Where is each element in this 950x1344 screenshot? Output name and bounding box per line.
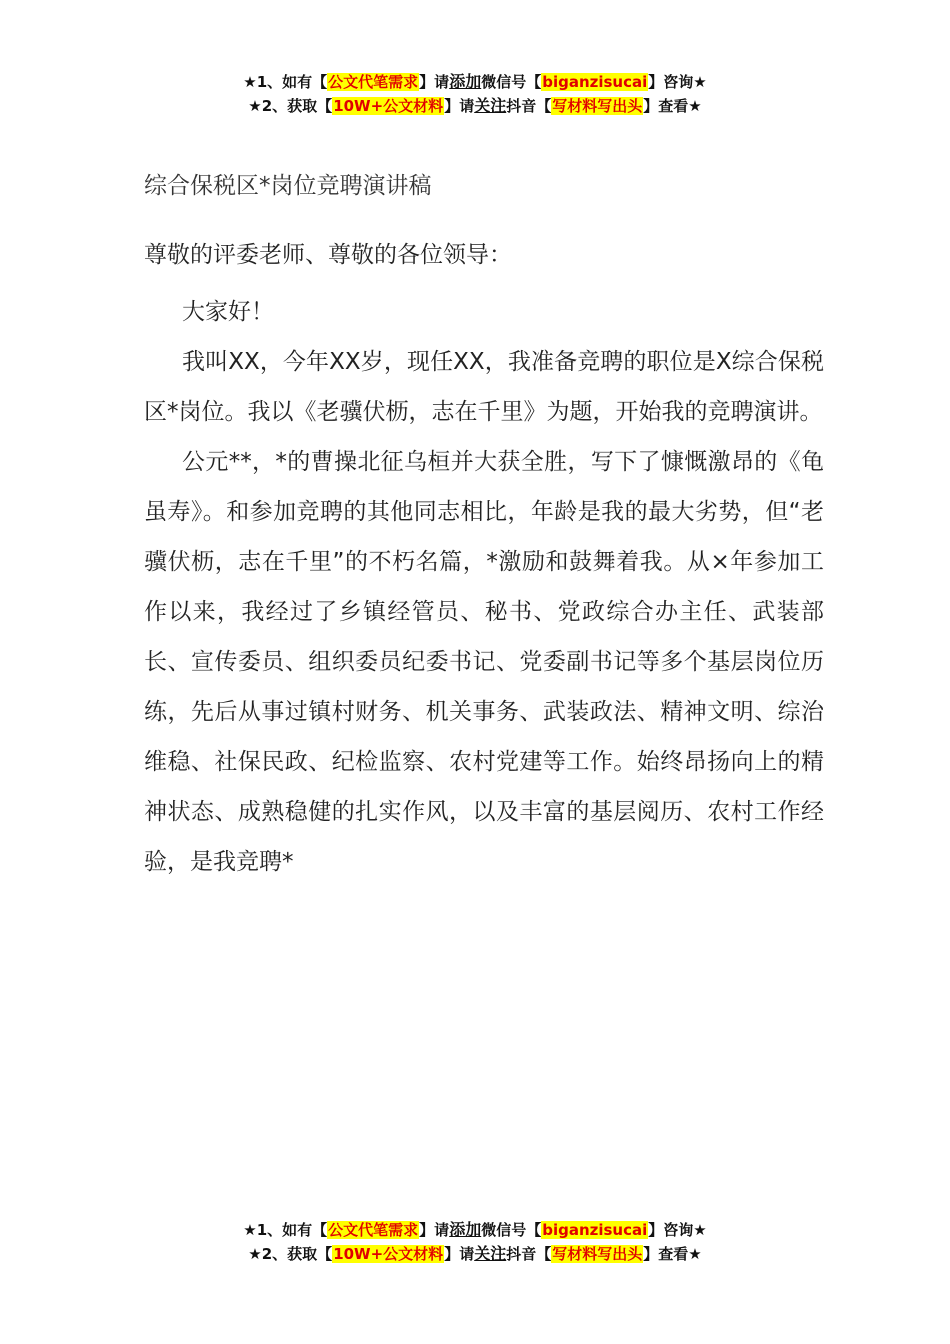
footer-line-1-middle-b: 微信号【 [481,1221,542,1239]
footer-line-2-underlined: 关注 [474,1244,507,1263]
banner-line-2-highlight-materials: 10W+公文材料 [333,97,444,115]
footer-line-1-suffix: 】咨询★ [648,1221,707,1239]
footer-line-2-suffix: 】查看★ [643,1245,702,1263]
banner-line-2-underlined: 关注 [474,96,507,115]
footer-line-2-middle-a: 】请 [444,1245,475,1263]
banner-line-1-highlight-service: 公文代笔需求 [328,73,419,91]
banner-line-1-middle-a: 】请 [419,73,450,91]
footer-banner [0,1218,950,1266]
banner-line-1 [0,70,950,94]
footer-line-2-highlight-materials: 10W+公文材料 [333,1245,444,1263]
footer-line-1-highlight-service: 公文代笔需求 [328,1221,419,1239]
footer-line-1 [0,1218,950,1242]
paragraph-greeting: 大家好！ [182,299,274,325]
header-banner [0,70,950,118]
salutation: 尊敬的评委老师、尊敬的各位领导： [144,242,512,268]
footer-line-2-highlight-douyin: 写材料写出头 [552,1245,643,1263]
banner-line-1-suffix: 】咨询★ [648,73,707,91]
footer-line-2-middle-b: 抖音【 [506,1245,552,1263]
document-body [144,287,824,887]
banner-line-1-highlight-wechat: biganzisucai [542,73,648,91]
banner-line-2-middle-a: 】请 [444,97,475,115]
banner-line-2-middle-b: 抖音【 [506,97,552,115]
banner-line-1-underlined: 添加 [449,72,482,91]
banner-line-1-prefix: ★1、如有【 [243,73,328,91]
banner-line-2-highlight-douyin: 写材料写出头 [552,97,643,115]
footer-line-1-highlight-wechat: biganzisucai [542,1221,648,1239]
banner-line-1-middle-b: 微信号【 [481,73,542,91]
footer-line-1-underlined: 添加 [449,1220,482,1239]
document-title: 综合保税区*岗位竞聘演讲稿 [144,173,432,199]
banner-line-2-prefix: ★2、获取【 [248,97,333,115]
footer-line-2 [0,1242,950,1266]
paragraph-introduction: 我叫XX，今年XX岁，现任XX，我准备竞聘的职位是X综合保税区*岗位。我以《老骥伏枥，志在千里》为题，开始我的竞聘演讲。 [144,349,824,425]
banner-line-2 [0,94,950,118]
paragraph-experience: 公元**，*的曹操北征乌桓并大获全胜，写下了慷慨激昂的《龟虽寿》。和参加竞聘的其他同志相比，年龄是我的最大劣势，但“老骥伏枥，志在千里”的不朽名篇，*激励和鼓舞着我。从×年参加工作以来，我经过了乡镇经管员、秘书、党政综合办主任、武装部长、宣传委员、组织委员纪委书记、党委副书记等多个基层岗位历练，先后从事过镇村财务、机关事务、武装政法、精神文明、综治维稳、社保民政、纪检监察、农村党建等工作。始终昂扬向上的精神状态、成熟稳健的扎实作风，以及丰富的基层阅历、农村工作经验，是我竞聘* [144,449,824,875]
banner-line-2-suffix: 】查看★ [643,97,702,115]
footer-line-2-prefix: ★2、获取【 [248,1245,333,1263]
footer-line-1-prefix: ★1、如有【 [243,1221,328,1239]
footer-line-1-middle-a: 】请 [419,1221,450,1239]
